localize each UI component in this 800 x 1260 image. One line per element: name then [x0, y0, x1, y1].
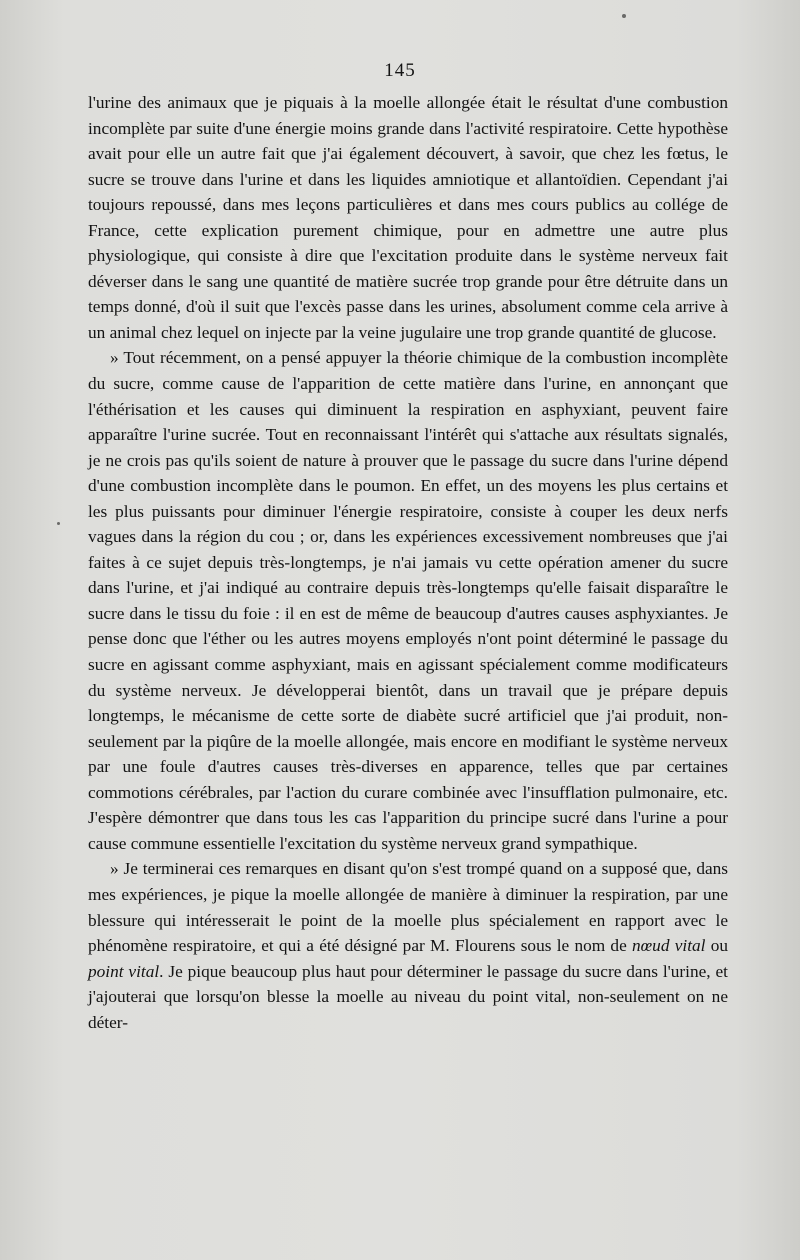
- term-noeud-vital: nœud vital: [632, 936, 706, 956]
- paragraph-3-text-before: » Je terminerai ces remarques en disant qu'on s'est trompé quand on a supposé que, dans mes expériences, je pique la moelle allongée de manière à diminuer la respiration, par une blessure qui intéresserait le point de la moelle plus spécialement en rapport avec le phénomène respiratoire, et qui a été désigné par M. Flourens sous le nom de: [88, 859, 728, 956]
- paper-speck: [57, 522, 60, 525]
- paragraph-3-text-after: . Je pique beaucoup plus haut pour déterminer le passage du sucre dans l'urine, et j'ajouterai que lorsqu'on blesse la moelle au niveau du point vital, non-seulement on ne déter-: [88, 961, 728, 1032]
- paragraph-3-text-middle: ou: [705, 936, 728, 956]
- paragraph-3: [88, 856, 728, 1035]
- paragraph-1: l'urine des animaux que je piquais à la moelle allongée était le résultat d'une combustion incomplète par suite d'une énergie moins grande dans l'activité respiratoire. Cette hypothèse avait pour elle un autre fait que j'ai également découvert, à savoir, que chez les fœtus, le sucre se trouve dans l'urine et dans les liquides amniotique et allantoïdien. Cependant j'ai toujours repoussé, dans mes leçons particulières et dans mes cours publics au collége de France, cette explication purement chimique, pour en admettre une autre plus physiologique, qui consiste à dire que l'excitation produite dans le système nerveux fait déverser dans le sang une quantité de matière sucrée trop grande pour être détruite dans un temps donné, d'où il suit que l'excès passe dans les urines, absolument comme cela arrive à un animal chez lequel on injecte par la veine jugulaire une trop grande quantité de glucose.: [88, 93, 728, 342]
- term-point-vital: point vital: [88, 961, 160, 981]
- page-number: 145: [384, 60, 416, 81]
- paper-speck: [622, 14, 626, 18]
- body-text: [88, 90, 728, 1035]
- paragraph-2: » Tout récemment, on a pensé appuyer la théorie chimique de la combustion incomplète du sucre, comme cause de l'apparition de cette matière dans l'urine, en annonçant que l'éthérisation et les causes qui diminuent la respiration en asphyxiant, peuvent faire apparaître l'urine sucrée. Tout en reconnaissant l'intérêt qui s'attache aux résultats signalés, je ne crois pas qu'ils soient de nature à prouver que le passage du sucre dans l'urine dépend d'une combustion incomplète dans le poumon. En effet, un des moyens les plus certains et les plus puissants pour diminuer l'énergie respiratoire, consiste à couper les deux nerfs vagues dans la région du cou ; or, dans les expériences excessivement nombreuses que j'ai faites à ce sujet depuis très-longtemps, je n'ai jamais vu cette opération amener du sucre dans l'urine, et j'ai indiqué au contraire depuis très-longtemps qu'elle faisait disparaître le sucre dans le tissu du foie : il en est de même de beaucoup d'autres causes asphyxiantes. Je pense donc que l'éther ou les autres moyens employés n'ont point déterminé le passage du sucre en agissant comme asphyxiant, mais en agissant spécialement comme modificateurs du système nerveux. Je développerai bientôt, dans un travail que je prépare depuis longtemps, le mécanisme de cette sorte de diabète sucré artificiel que j'ai produit, non-seulement par la piqûre de la moelle allongée, mais encore en modifiant le système nerveux par une foule d'autres causes très-diverses en apparence, telles que par certaines commotions cérébrales, par l'action du curare combinée avec l'insufflation pulmonaire, etc. J'espère démontrer que dans tous les cas l'apparition du principe sucré dans l'urine a pour cause commune essentielle l'excitation du système nerveux grand sympathique.: [88, 348, 728, 853]
